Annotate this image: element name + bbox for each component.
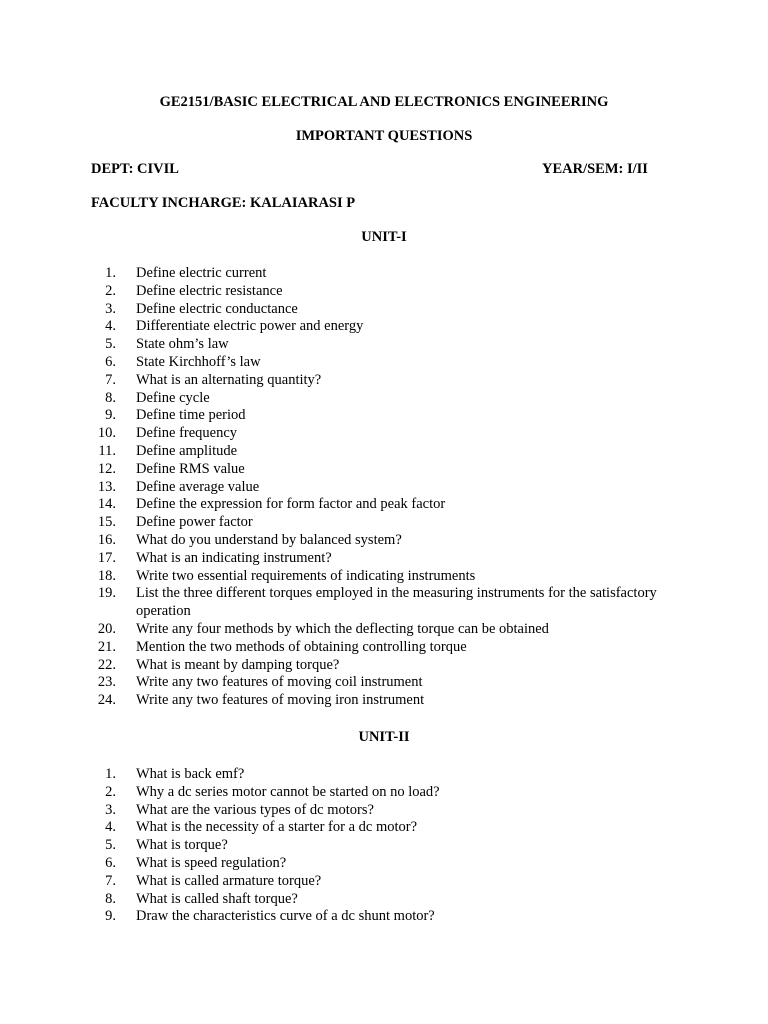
question-item bbox=[91, 532, 691, 550]
question-text: Draw the characteristics curve of a dc shunt motor? bbox=[136, 908, 435, 925]
question-number: 19. bbox=[97, 585, 116, 602]
question-text: What is called armature torque? bbox=[136, 872, 322, 889]
question-text: Define the expression for form factor and peak factor bbox=[136, 496, 446, 513]
course-title: GE2151/BASIC ELECTRICAL AND ELECTRONICS ENGINEERING bbox=[159, 94, 609, 110]
question-text: Mention the two methods of obtaining controlling torque bbox=[136, 638, 467, 655]
question-number: 10. bbox=[97, 425, 116, 442]
question-text: Define electric conductance bbox=[136, 300, 298, 317]
question-text: Define electric resistance bbox=[136, 282, 283, 299]
question-item bbox=[91, 461, 691, 479]
question-text: What is back emf? bbox=[136, 766, 245, 782]
question-number: 16. bbox=[97, 531, 116, 548]
question-text: Define RMS value bbox=[136, 460, 245, 477]
question-text: Write two essential requirements of indicating instruments bbox=[136, 567, 476, 584]
question-number: 5. bbox=[105, 837, 116, 854]
unit2-question-list bbox=[91, 766, 691, 926]
question-item bbox=[91, 390, 691, 408]
question-text: Define power factor bbox=[136, 514, 253, 531]
question-item bbox=[91, 336, 691, 354]
question-text: Write any two features of moving iron instrument bbox=[136, 692, 425, 709]
question-item bbox=[91, 855, 691, 873]
year-semester-label: YEAR/SEM: I/II bbox=[542, 161, 648, 177]
question-text: Define average value bbox=[136, 478, 260, 495]
question-item bbox=[91, 301, 691, 319]
question-number: 7. bbox=[105, 371, 116, 388]
question-item bbox=[91, 568, 691, 586]
question-number: 6. bbox=[105, 854, 116, 871]
unit1-heading: UNIT-I bbox=[361, 229, 407, 245]
question-item bbox=[91, 318, 691, 336]
question-number: 1. bbox=[105, 766, 116, 782]
question-text: What is meant by damping torque? bbox=[136, 656, 340, 673]
question-text: Define cycle bbox=[136, 389, 210, 406]
question-number: 3. bbox=[105, 801, 116, 818]
question-text: List the three different torques employed in the measuring instruments for the satisfactory bbox=[136, 585, 657, 602]
question-text: Define electric current bbox=[136, 265, 267, 281]
question-item bbox=[91, 873, 691, 891]
question-text: What is speed regulation? bbox=[136, 854, 287, 871]
question-item bbox=[91, 372, 691, 390]
question-item bbox=[91, 639, 691, 657]
question-item bbox=[91, 621, 691, 639]
question-item bbox=[91, 514, 691, 532]
question-item bbox=[91, 585, 691, 621]
question-item bbox=[91, 766, 691, 784]
question-item bbox=[91, 657, 691, 675]
question-text: What is torque? bbox=[136, 837, 228, 854]
question-number: 8. bbox=[105, 890, 116, 907]
question-item bbox=[91, 908, 691, 926]
question-item bbox=[91, 891, 691, 909]
department-label: DEPT: CIVIL bbox=[91, 161, 179, 177]
question-text: Write any two features of moving coil instrument bbox=[136, 674, 423, 691]
question-number: 1. bbox=[105, 265, 116, 281]
question-text: What is an indicating instrument? bbox=[136, 549, 332, 566]
question-number: 2. bbox=[105, 783, 116, 800]
question-number: 5. bbox=[105, 336, 116, 353]
question-number: 24. bbox=[97, 692, 116, 709]
question-item bbox=[91, 819, 691, 837]
question-text: State Kirchhoff’s law bbox=[136, 353, 261, 370]
question-number: 21. bbox=[97, 638, 116, 655]
question-number: 18. bbox=[97, 567, 116, 584]
unit1-question-list bbox=[91, 265, 691, 710]
question-text-continuation: operation bbox=[136, 603, 191, 620]
question-number: 20. bbox=[97, 620, 116, 637]
question-text: What do you understand by balanced system? bbox=[136, 531, 402, 548]
question-item bbox=[91, 837, 691, 855]
question-text: Define amplitude bbox=[136, 442, 238, 459]
question-item bbox=[91, 283, 691, 301]
question-text: Differentiate electric power and energy bbox=[136, 318, 364, 335]
question-item bbox=[91, 265, 691, 283]
question-text: What is called shaft torque? bbox=[136, 890, 298, 907]
unit2-heading: UNIT-II bbox=[358, 729, 410, 745]
question-item bbox=[91, 354, 691, 372]
question-item bbox=[91, 425, 691, 443]
question-text: State ohm’s law bbox=[136, 336, 229, 353]
question-number: 6. bbox=[105, 353, 116, 370]
question-number: 4. bbox=[105, 318, 116, 335]
question-number: 23. bbox=[97, 674, 116, 691]
question-item bbox=[91, 479, 691, 497]
question-text: Why a dc series motor cannot be started on no load? bbox=[136, 783, 440, 800]
faculty-label: FACULTY INCHARGE: KALAIARASI P bbox=[91, 195, 356, 211]
question-item bbox=[91, 443, 691, 461]
question-number: 17. bbox=[97, 549, 116, 566]
question-number: 8. bbox=[105, 389, 116, 406]
question-item bbox=[91, 496, 691, 514]
question-number: 12. bbox=[97, 460, 116, 477]
question-number: 9. bbox=[105, 908, 116, 925]
question-text: Write any four methods by which the deflecting torque can be obtained bbox=[136, 620, 549, 637]
question-number: 11. bbox=[98, 442, 116, 459]
question-number: 2. bbox=[105, 282, 116, 299]
question-text: Define time period bbox=[136, 407, 246, 424]
question-text: What is an alternating quantity? bbox=[136, 371, 322, 388]
question-number: 14. bbox=[97, 496, 116, 513]
question-text: What is the necessity of a starter for a dc motor? bbox=[136, 819, 418, 836]
question-number: 15. bbox=[97, 514, 116, 531]
question-item bbox=[91, 802, 691, 820]
question-number: 3. bbox=[105, 300, 116, 317]
question-item bbox=[91, 674, 691, 692]
question-item bbox=[91, 550, 691, 568]
document-subtitle: IMPORTANT QUESTIONS bbox=[295, 128, 473, 144]
question-number: 4. bbox=[105, 819, 116, 836]
question-number: 22. bbox=[97, 656, 116, 673]
question-number: 13. bbox=[97, 478, 116, 495]
question-item bbox=[91, 784, 691, 802]
question-number: 9. bbox=[105, 407, 116, 424]
question-item bbox=[91, 692, 691, 710]
question-text: Define frequency bbox=[136, 425, 238, 442]
question-number: 7. bbox=[105, 872, 116, 889]
question-item bbox=[91, 407, 691, 425]
question-text: What are the various types of dc motors? bbox=[136, 801, 374, 818]
